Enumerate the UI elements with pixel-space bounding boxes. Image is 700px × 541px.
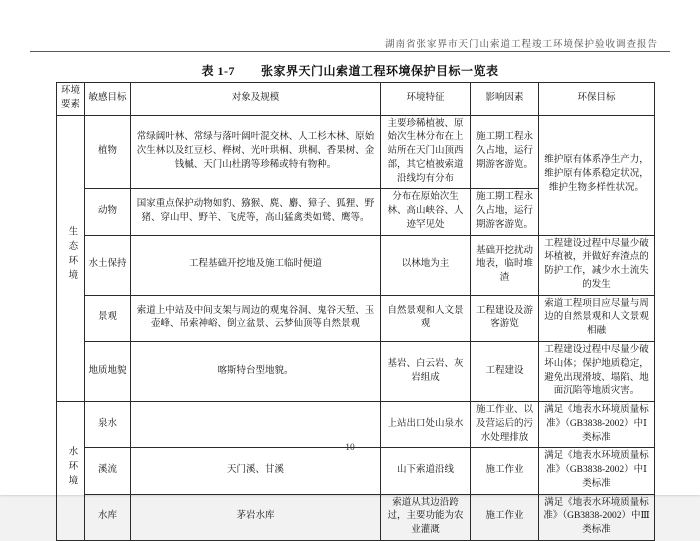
goal-cell: 满足《地表水环境质量标准》（GB3838-2002）中Ⅰ类标准 — [539, 402, 655, 448]
feature-cell: 山下索道沿线 — [381, 448, 471, 494]
feature-cell: 上站出口处山泉水 — [381, 402, 471, 448]
target-cell: 地质地貌 — [85, 342, 131, 402]
table-title-text: 张家界天门山索道工程环境保护目标一览表 — [260, 64, 499, 78]
table-number: 表 1-7 — [201, 64, 235, 78]
impact-cell: 基础开挖扰动地表，临时堆渣 — [471, 235, 539, 295]
object-cell: 常绿阔叶林、常绿与落叶阔叶混交林、人工杉木林、原始次生林以及红豆杉、榉树、光叶珙桐、珙桐、香果树、金钱槭、天门山杜鹃等珍稀或特有物种。 — [131, 115, 381, 189]
col-header-target: 敏感目标 — [85, 83, 131, 116]
env-protection-table — [56, 82, 655, 541]
group-cell-water — [57, 402, 85, 541]
goal-cell: 维护原有体系净生产力，维护原有体系稳定状况，维护生物多样性状况。 — [539, 115, 655, 235]
goal-cell: 工程建设过程中尽量少破坏植被，并做好弃渣点的防护工作，减少水土流失的发生 — [539, 235, 655, 295]
feature-cell: 分布在原始次生林、高山峡谷、人迹罕见处 — [381, 189, 471, 235]
col-header-feature: 环境特征 — [381, 83, 471, 116]
col-header-element: 环境要素 — [57, 83, 85, 116]
group-label-eco: 生态环境 — [66, 226, 77, 285]
table-row — [57, 402, 655, 448]
group-cell-eco — [57, 115, 85, 402]
table-row — [57, 342, 655, 402]
target-cell: 溪流 — [85, 448, 131, 494]
col-header-impact: 影响因素 — [471, 83, 539, 116]
report-header: 湖南省张家界市天门山索道工程竣工环境保护验收调查报告 — [384, 40, 658, 50]
impact-cell: 施工作业、以及营运后的污水处理排放 — [471, 402, 539, 448]
goal-cell: 满足《地表水环境质量标准》（GB3838-2002）中Ⅰ类标准 — [539, 448, 655, 494]
header-divider — [30, 51, 670, 52]
target-cell: 水土保持 — [85, 235, 131, 295]
table-row — [57, 494, 655, 540]
table-row — [57, 448, 655, 494]
object-cell: 工程基础开挖地及施工临时便道 — [131, 235, 381, 295]
impact-cell: 工程建设 — [471, 342, 539, 402]
target-cell: 动物 — [85, 189, 131, 235]
impact-cell: 工程建设及游客游览 — [471, 295, 539, 341]
object-cell: 喀斯特台型地貌。 — [131, 342, 381, 402]
impact-cell: 施工期工程永久占地，运行期游客游览。 — [471, 115, 539, 189]
table-row — [57, 295, 655, 341]
col-header-object: 对象及规模 — [131, 83, 381, 116]
object-cell: 索道上中站及中间支架与周边的观鬼谷洞、鬼谷天堑、玉壶峰、吊索神峪、倒立盆景、云梦仙顶等自然景观 — [131, 295, 381, 341]
col-header-goal: 环保目标 — [539, 83, 655, 116]
impact-cell: 施工期工程永久占地，运行期游客游览。 — [471, 189, 539, 235]
goal-cell: 索道工程项目应尽量与周边的自然景观和人文景观相融 — [539, 295, 655, 341]
table-row — [57, 235, 655, 295]
object-cell: 天门溪、甘溪 — [131, 448, 381, 494]
feature-cell: 自然景观和人文景观 — [381, 295, 471, 341]
object-cell — [131, 402, 381, 448]
object-cell: 茅岩水库 — [131, 494, 381, 540]
feature-cell: 以林地为主 — [381, 235, 471, 295]
goal-cell: 满足《地表水环境质量标准》（GB3838-2002）中Ⅲ类标准 — [539, 494, 655, 540]
goal-cell: 工程建设过程中尽量少破坏山体；保护地质稳定，避免出现滑坡、塌陷、地面沉陷等地质灾害。 — [539, 342, 655, 402]
table-header-row — [57, 83, 655, 116]
page-number: 10 — [345, 443, 355, 453]
group-label-water: 水环境 — [66, 446, 77, 490]
impact-cell: 施工作业 — [471, 448, 539, 494]
table-title — [0, 62, 700, 79]
target-cell: 泉水 — [85, 402, 131, 448]
target-cell: 景观 — [85, 295, 131, 341]
feature-cell: 基岩、白云岩、灰岩组成 — [381, 342, 471, 402]
target-cell: 水库 — [85, 494, 131, 540]
feature-cell: 索道从其边沿跨过，主要功能为农业灌溉 — [381, 494, 471, 540]
feature-cell: 主要珍稀植被、原始次生林分布在上站所在天门山顶西部，其它植被索道沿线均有分布 — [381, 115, 471, 189]
target-cell: 植物 — [85, 115, 131, 189]
impact-cell: 施工作业 — [471, 494, 539, 540]
table-row — [57, 115, 655, 189]
object-cell: 国家重点保护动物如豹、猕猴、麂、麝、獐子、狐狸、野猪、穿山甲、野羊、飞虎等，高山猛禽类如鹫、鹰等。 — [131, 189, 381, 235]
